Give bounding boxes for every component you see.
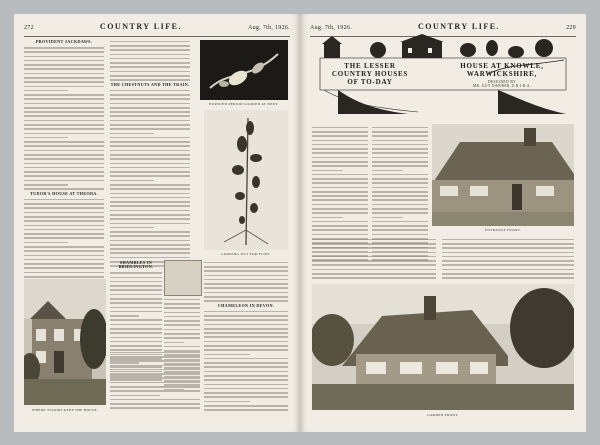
text-line (312, 182, 368, 184)
text-line (24, 115, 104, 117)
text-line (164, 299, 200, 301)
text-line (164, 333, 200, 335)
text-column-1 (24, 38, 104, 290)
text-line (164, 324, 200, 326)
text-line (110, 193, 190, 195)
text-line (24, 77, 104, 79)
body-text (24, 199, 104, 291)
text-line (312, 264, 436, 266)
text-line (110, 252, 190, 254)
text-line (110, 277, 162, 279)
text-line (24, 184, 68, 186)
text-line (164, 329, 200, 331)
heading-2: TUDOR'S HOUSE AT THEODA. (30, 190, 98, 196)
left-page (14, 14, 300, 432)
text-line (164, 320, 200, 322)
magazine-title: COUNTRY LIFE. (418, 22, 501, 31)
text-line (24, 107, 104, 109)
text-line (24, 255, 104, 257)
text-line (372, 225, 428, 227)
text-line (164, 316, 200, 318)
text-line (110, 345, 162, 347)
text-line (24, 73, 104, 75)
text-line (24, 207, 104, 209)
text-line (110, 137, 190, 139)
flower-stalk-photo (204, 110, 288, 250)
text-line (110, 197, 190, 199)
text-line (110, 332, 162, 334)
text-line (204, 262, 288, 264)
text-line (110, 54, 190, 56)
text-line (372, 148, 428, 150)
body-text (442, 239, 574, 279)
text-line (24, 203, 104, 205)
text-line (110, 115, 190, 117)
text-line (164, 303, 200, 305)
text-line (372, 131, 428, 133)
text-line (24, 212, 104, 214)
text-line (312, 212, 368, 214)
text-line (312, 256, 436, 258)
text-line (110, 90, 190, 92)
text-line (110, 141, 190, 143)
text-line (164, 342, 184, 344)
text-line (110, 302, 162, 304)
text-line (24, 94, 104, 96)
text-line (442, 256, 574, 258)
text-line (24, 263, 104, 265)
text-line (312, 161, 368, 163)
text-line (24, 124, 104, 126)
text-line (24, 229, 104, 231)
text-line (110, 240, 190, 242)
text-line (110, 328, 162, 330)
text-line (110, 390, 200, 392)
text-line (312, 195, 368, 197)
running-head (24, 22, 290, 37)
text-line (312, 174, 368, 176)
text-line (24, 272, 104, 274)
text-line (24, 188, 104, 190)
text-line (24, 145, 104, 147)
text-line (204, 300, 288, 302)
text-line (110, 319, 162, 321)
text-line (110, 294, 162, 296)
text-line (110, 285, 162, 287)
text-line (204, 345, 288, 347)
text-line (110, 58, 190, 60)
body-text (24, 47, 104, 190)
small-inset-photo (164, 260, 202, 296)
text-line (312, 239, 436, 241)
text-line (204, 319, 288, 321)
text-line (24, 86, 104, 88)
text-line (312, 260, 436, 262)
text-line (204, 405, 288, 407)
text-line (110, 163, 190, 165)
text-line (372, 187, 428, 189)
text-line (442, 277, 574, 279)
text-line (372, 221, 428, 223)
text-line (110, 365, 200, 367)
text-line (110, 235, 190, 237)
text-line (110, 205, 190, 207)
text-line (312, 229, 368, 231)
text-line (24, 56, 104, 58)
plant-photo (200, 40, 288, 100)
article-title: HOUSE AT KNOWLE, WARWICKSHIRE, (460, 62, 544, 78)
text-line (110, 356, 200, 358)
text-line (24, 90, 68, 92)
text-line (110, 307, 162, 309)
text-line (312, 217, 343, 219)
text-line (204, 388, 288, 390)
garden-front-photo (312, 284, 574, 410)
text-line (110, 145, 190, 147)
text-line (372, 157, 428, 159)
text-line (110, 94, 190, 96)
architect-byline: DESIGNED BY MR. GUY DAWBER, F.R.I.B.A. (472, 80, 532, 88)
text-line (312, 131, 368, 133)
text-line (312, 204, 368, 206)
text-line (372, 152, 428, 154)
text-line (204, 287, 288, 289)
text-line (110, 311, 162, 313)
text-line (204, 362, 288, 364)
text-line (110, 369, 200, 371)
text-line (110, 201, 190, 203)
text-line (110, 382, 200, 384)
text-line (110, 352, 200, 354)
text-line (312, 170, 343, 172)
text-line (110, 214, 190, 216)
text-column-6 (110, 349, 200, 409)
text-line (204, 354, 250, 356)
text-line (204, 409, 288, 411)
text-line (24, 137, 68, 139)
text-line (110, 289, 162, 291)
text-line (110, 210, 190, 212)
text-line (312, 178, 368, 180)
text-line (24, 51, 104, 53)
article-column-4 (442, 236, 574, 279)
text-line (24, 111, 104, 113)
text-line (110, 98, 190, 100)
text-line (24, 171, 104, 173)
body-text (204, 311, 288, 411)
text-line (372, 135, 428, 137)
text-line (110, 75, 190, 77)
text-line (442, 239, 574, 241)
text-line (372, 195, 428, 197)
text-line (442, 252, 574, 254)
text-line (24, 216, 104, 218)
text-line (110, 407, 200, 409)
text-line (312, 127, 368, 129)
text-line (24, 233, 104, 235)
text-line (372, 229, 428, 231)
text-line (24, 250, 104, 252)
text-line (110, 315, 139, 317)
text-line (24, 267, 104, 269)
text-line (24, 237, 104, 239)
text-line (312, 157, 368, 159)
text-line (204, 384, 288, 386)
text-line (372, 204, 428, 206)
text-line (110, 45, 190, 47)
text-line (110, 324, 162, 326)
text-line (442, 243, 574, 245)
text-line (204, 375, 288, 377)
photo-caption-entrance: ENTRANCE FRONT. (484, 228, 522, 232)
text-line (312, 140, 368, 142)
text-line (204, 292, 288, 294)
text-line (110, 124, 190, 126)
text-line (110, 188, 190, 190)
photo-caption-garden: GARDEN FRONT. (427, 413, 459, 417)
text-line (372, 144, 428, 146)
text-line (110, 49, 190, 51)
text-line (110, 158, 190, 160)
text-line (24, 64, 104, 66)
text-line (204, 371, 288, 373)
text-line (204, 296, 288, 298)
text-line (24, 128, 104, 130)
text-line (204, 379, 288, 381)
text-line (110, 272, 162, 274)
text-line (110, 107, 190, 109)
text-line (110, 395, 160, 397)
text-line (110, 103, 190, 105)
text-line (110, 180, 154, 182)
text-line (312, 144, 368, 146)
text-line (24, 68, 104, 70)
article-column-3 (312, 236, 436, 279)
text-line (24, 259, 104, 261)
text-line (24, 158, 104, 160)
series-masthead (318, 34, 568, 116)
text-line (204, 324, 288, 326)
body-text (110, 90, 190, 267)
text-line (312, 199, 368, 201)
magazine-title: COUNTRY LIFE. (99, 22, 182, 31)
text-line (24, 163, 104, 165)
text-line (110, 175, 190, 177)
text-line (204, 358, 288, 360)
body-text (204, 262, 288, 302)
text-line (204, 336, 288, 338)
text-line (372, 165, 428, 167)
text-line (110, 298, 162, 300)
text-line (24, 133, 104, 135)
text-line (110, 337, 162, 339)
text-line (372, 178, 428, 180)
text-line (24, 150, 104, 152)
text-line (204, 401, 250, 403)
text-line (442, 273, 574, 275)
text-line (312, 187, 368, 189)
text-line (312, 273, 436, 275)
text-line (24, 81, 104, 83)
text-line (110, 133, 154, 135)
text-line (24, 180, 104, 182)
text-line (312, 247, 436, 249)
text-line (204, 283, 288, 285)
text-line (164, 337, 200, 339)
tudor-house-photo (24, 279, 106, 405)
text-line (110, 386, 200, 388)
magazine-spread (14, 14, 586, 432)
text-line (110, 184, 190, 186)
photo-caption-3: WHERE TUDORS KEEP THE HOUSE. (31, 408, 99, 412)
text-line (204, 266, 288, 268)
photo-caption-1: PURSUED PERIOD LOOKED AT NEXT. (209, 102, 279, 106)
text-line (312, 269, 436, 271)
text-line (110, 377, 200, 379)
text-line (372, 170, 403, 172)
text-line (110, 281, 162, 283)
body-text (312, 239, 436, 279)
issue-date: Aug. 7th, 1926. (247, 25, 290, 31)
text-line (372, 127, 428, 129)
text-column-2 (110, 38, 190, 267)
text-line (110, 111, 190, 113)
text-line (442, 264, 574, 266)
right-page (300, 14, 586, 432)
text-line (110, 399, 200, 401)
text-line (164, 312, 200, 314)
page-number: 272 (24, 25, 34, 31)
text-line (110, 223, 190, 225)
text-line (24, 175, 104, 177)
text-line (204, 349, 288, 351)
text-line (204, 396, 288, 398)
text-line (442, 269, 574, 271)
text-line (312, 191, 368, 193)
text-line (110, 244, 190, 246)
text-line (312, 277, 436, 279)
heading-5: CHAMELEON IN DEVON. (217, 302, 275, 308)
text-line (110, 171, 190, 173)
text-line (372, 182, 428, 184)
page-number: 229 (566, 25, 576, 31)
text-line (110, 227, 154, 229)
text-line (24, 103, 104, 105)
text-line (110, 79, 190, 81)
text-line (372, 199, 428, 201)
issue-date: Aug. 7th, 1926. (310, 25, 352, 31)
text-line (110, 41, 190, 43)
text-line (204, 392, 288, 394)
text-column-5 (204, 259, 288, 411)
heading-4: SHAMBLES IN BRIDLINGTON. (118, 260, 154, 270)
text-line (24, 47, 104, 49)
text-line (204, 366, 288, 368)
text-line (204, 332, 288, 334)
text-line (110, 218, 190, 220)
text-line (110, 373, 200, 375)
text-line (372, 208, 428, 210)
body-text (110, 41, 190, 81)
text-line (110, 62, 190, 64)
photo-caption-2: LOOKING OUT FOR FLIES. (221, 252, 271, 256)
text-line (24, 242, 68, 244)
text-line (372, 212, 428, 214)
text-line (442, 260, 574, 262)
text-line (204, 275, 288, 277)
text-line (312, 252, 436, 254)
text-line (372, 191, 428, 193)
heading-1: PROVIDENT JACKDAWS. (35, 39, 93, 44)
text-line (24, 154, 104, 156)
text-line (110, 341, 162, 343)
text-line (24, 141, 104, 143)
text-line (372, 140, 428, 142)
text-line (110, 403, 200, 405)
text-line (24, 225, 104, 227)
text-line (204, 279, 288, 281)
series-title: THE LESSER COUNTRY HOUSES OF TO-DAY (331, 62, 409, 86)
text-line (24, 276, 104, 278)
text-line (204, 315, 288, 317)
text-line (164, 346, 200, 348)
text-line (204, 311, 288, 313)
text-line (24, 199, 104, 201)
text-line (110, 231, 190, 233)
text-line (312, 221, 368, 223)
text-line (312, 135, 368, 137)
text-line (204, 341, 288, 343)
text-line (442, 247, 574, 249)
text-line (110, 150, 190, 152)
text-line (110, 248, 190, 250)
text-line (110, 167, 190, 169)
text-line (24, 220, 104, 222)
text-line (312, 148, 368, 150)
text-line (312, 165, 368, 167)
text-line (204, 270, 288, 272)
text-line (372, 217, 403, 219)
text-line (110, 360, 200, 362)
heading-3: THE CHESTNUTS AND THE TRAIN. (110, 81, 190, 87)
text-line (312, 225, 368, 227)
text-line (24, 167, 104, 169)
text-line (110, 66, 190, 68)
text-line (24, 120, 104, 122)
text-line (312, 243, 436, 245)
text-line (110, 154, 190, 156)
body-text (110, 352, 200, 409)
text-line (164, 307, 200, 309)
text-line (24, 246, 104, 248)
text-line (204, 328, 288, 330)
text-line (110, 120, 190, 122)
text-line (110, 128, 190, 130)
text-line (372, 174, 428, 176)
text-line (24, 98, 104, 100)
text-line (372, 161, 428, 163)
entrance-front-photo (432, 124, 574, 226)
text-line (312, 208, 368, 210)
text-line (110, 71, 190, 73)
text-line (312, 152, 368, 154)
text-line (24, 60, 104, 62)
